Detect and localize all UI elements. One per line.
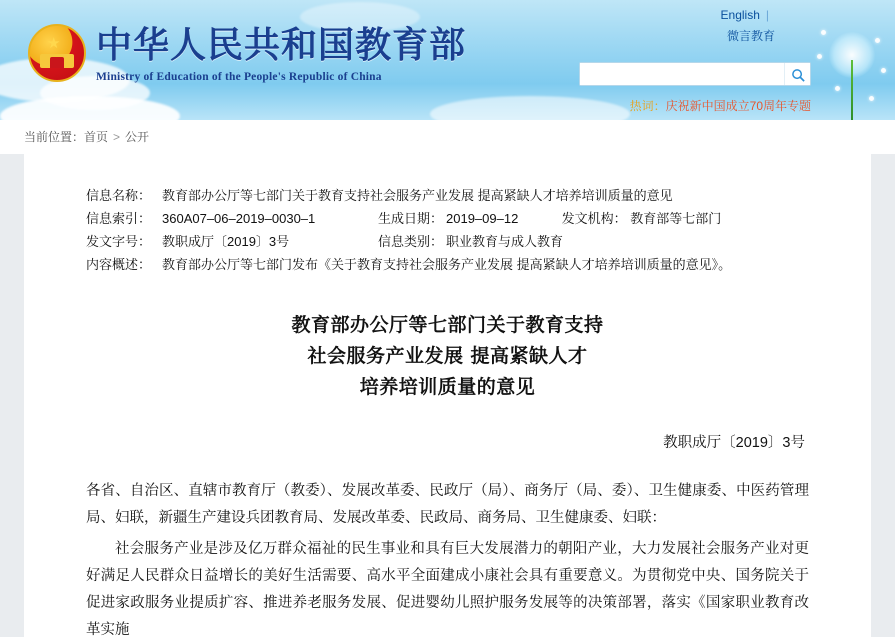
meta-value: 教育部办公厅等七部门关于教育支持社会服务产业发展 提高紧缺人才培养培训质量的意见: [162, 188, 673, 203]
site-title-en: Ministry of Education of the People's Republic of China: [96, 71, 382, 83]
top-links: [721, 8, 775, 44]
dandelion-seed: [875, 38, 880, 43]
meta-value: 教职成厅〔2019〕3号: [162, 234, 290, 249]
meta-row: [86, 184, 809, 207]
meta-value: 360A07–06–2019–0030–1: [162, 211, 316, 226]
document-number: 教职成厅〔2019〕3号: [663, 435, 805, 451]
emblem-gate: [40, 54, 74, 68]
dandelion-decoration: [815, 24, 889, 120]
document-meta: [86, 184, 809, 276]
top-links-row: [721, 8, 775, 22]
search-button[interactable]: [784, 63, 810, 85]
meta-label-issuer: 发文机构：: [561, 211, 627, 226]
meta-label: 信息名称：: [86, 188, 152, 203]
site-header: [0, 0, 895, 120]
emblem-circle: [28, 24, 86, 82]
meta-value-issuer: 教育部等七部门: [630, 211, 722, 226]
breadcrumb: [0, 120, 895, 154]
document-title-line: 社会服务产业发展 提高紧缺人才: [307, 345, 588, 367]
dandelion-seed: [869, 96, 874, 101]
meta-date-value: 2019–09–12: [446, 211, 519, 226]
top-links-row-2: [721, 27, 775, 44]
hotword-link[interactable]: 庆祝新中国成立70周年专题: [665, 99, 811, 113]
dandelion-stem: [851, 60, 853, 120]
breadcrumb-prefix: 当前位置：: [24, 130, 85, 144]
meta-label: 生成日期：: [378, 211, 444, 226]
site-title-cn: 中华人民共和国教育部: [96, 25, 467, 66]
search-box[interactable]: [579, 62, 811, 86]
meta-label: 信息索引：: [86, 211, 152, 226]
emblem-star: ★: [47, 35, 61, 52]
dandelion-seed: [821, 30, 826, 35]
meta-row: [86, 253, 809, 276]
meta-row: [86, 230, 809, 253]
meta-value: 职业教育与成人教育: [446, 234, 564, 249]
meta-label: 信息类别：: [378, 234, 444, 249]
site-title-block: [96, 24, 466, 83]
meta-label: 发文字号：: [86, 234, 152, 249]
document-title-line: 教育部办公厅等七部门关于教育支持: [291, 314, 604, 336]
breadcrumb-separator: >: [113, 130, 121, 144]
document-body: [86, 478, 809, 637]
page-background: [0, 154, 895, 637]
meta-row: [86, 207, 809, 230]
meta-value: [446, 207, 809, 230]
document-paragraph: 社会服务产业是涉及亿万群众福祉的民生事业和具有巨大发展潜力的朝阳产业，大力发展社会服务产业对更好满足人民群众日益增长的美好生活需要、高水平全面建成小康社会具有重要意义。为贯彻党中央、国务院关于促进家政服务业提质扩容、推进养老服务发展、促进婴幼儿照护服务发展等的决策部署，落实《国家职业教育改革实施: [86, 541, 809, 637]
hotword-bar: [630, 97, 811, 114]
national-emblem-icon: [26, 22, 88, 84]
search-input[interactable]: [580, 63, 786, 85]
english-link[interactable]: English: [720, 8, 760, 22]
link-separator: |: [765, 8, 769, 22]
dandelion-seed: [817, 54, 822, 59]
breadcrumb-home-link[interactable]: 首页: [84, 130, 109, 144]
meta-label: 内容概述：: [86, 257, 152, 272]
breadcrumb-current: 公开: [125, 130, 150, 144]
weiyan-link[interactable]: 微言教育: [726, 29, 775, 43]
cloud-decoration: [430, 96, 630, 120]
search-icon: [791, 68, 806, 83]
dandelion-seed: [835, 86, 840, 91]
hotword-label: 热词：: [629, 99, 666, 113]
document-title: [86, 310, 809, 403]
document-title-line: 培养培训质量的意见: [359, 376, 536, 398]
document-paper: [24, 154, 871, 637]
dandelion-seed: [881, 68, 886, 73]
document-recipients: 各省、自治区、直辖市教育厅（教委）、发展改革委、民政厅（局）、商务厅（局、委）、卫生健康委、中医药管理局、妇联，新疆生产建设兵团教育局、发展改革委、民政局、商务局、卫生健康委、妇联：: [86, 483, 809, 526]
meta-value: 教育部办公厅等七部门发布《关于教育支持社会服务产业发展 提高紧缺人才培养培训质量的意见》。: [162, 257, 732, 272]
